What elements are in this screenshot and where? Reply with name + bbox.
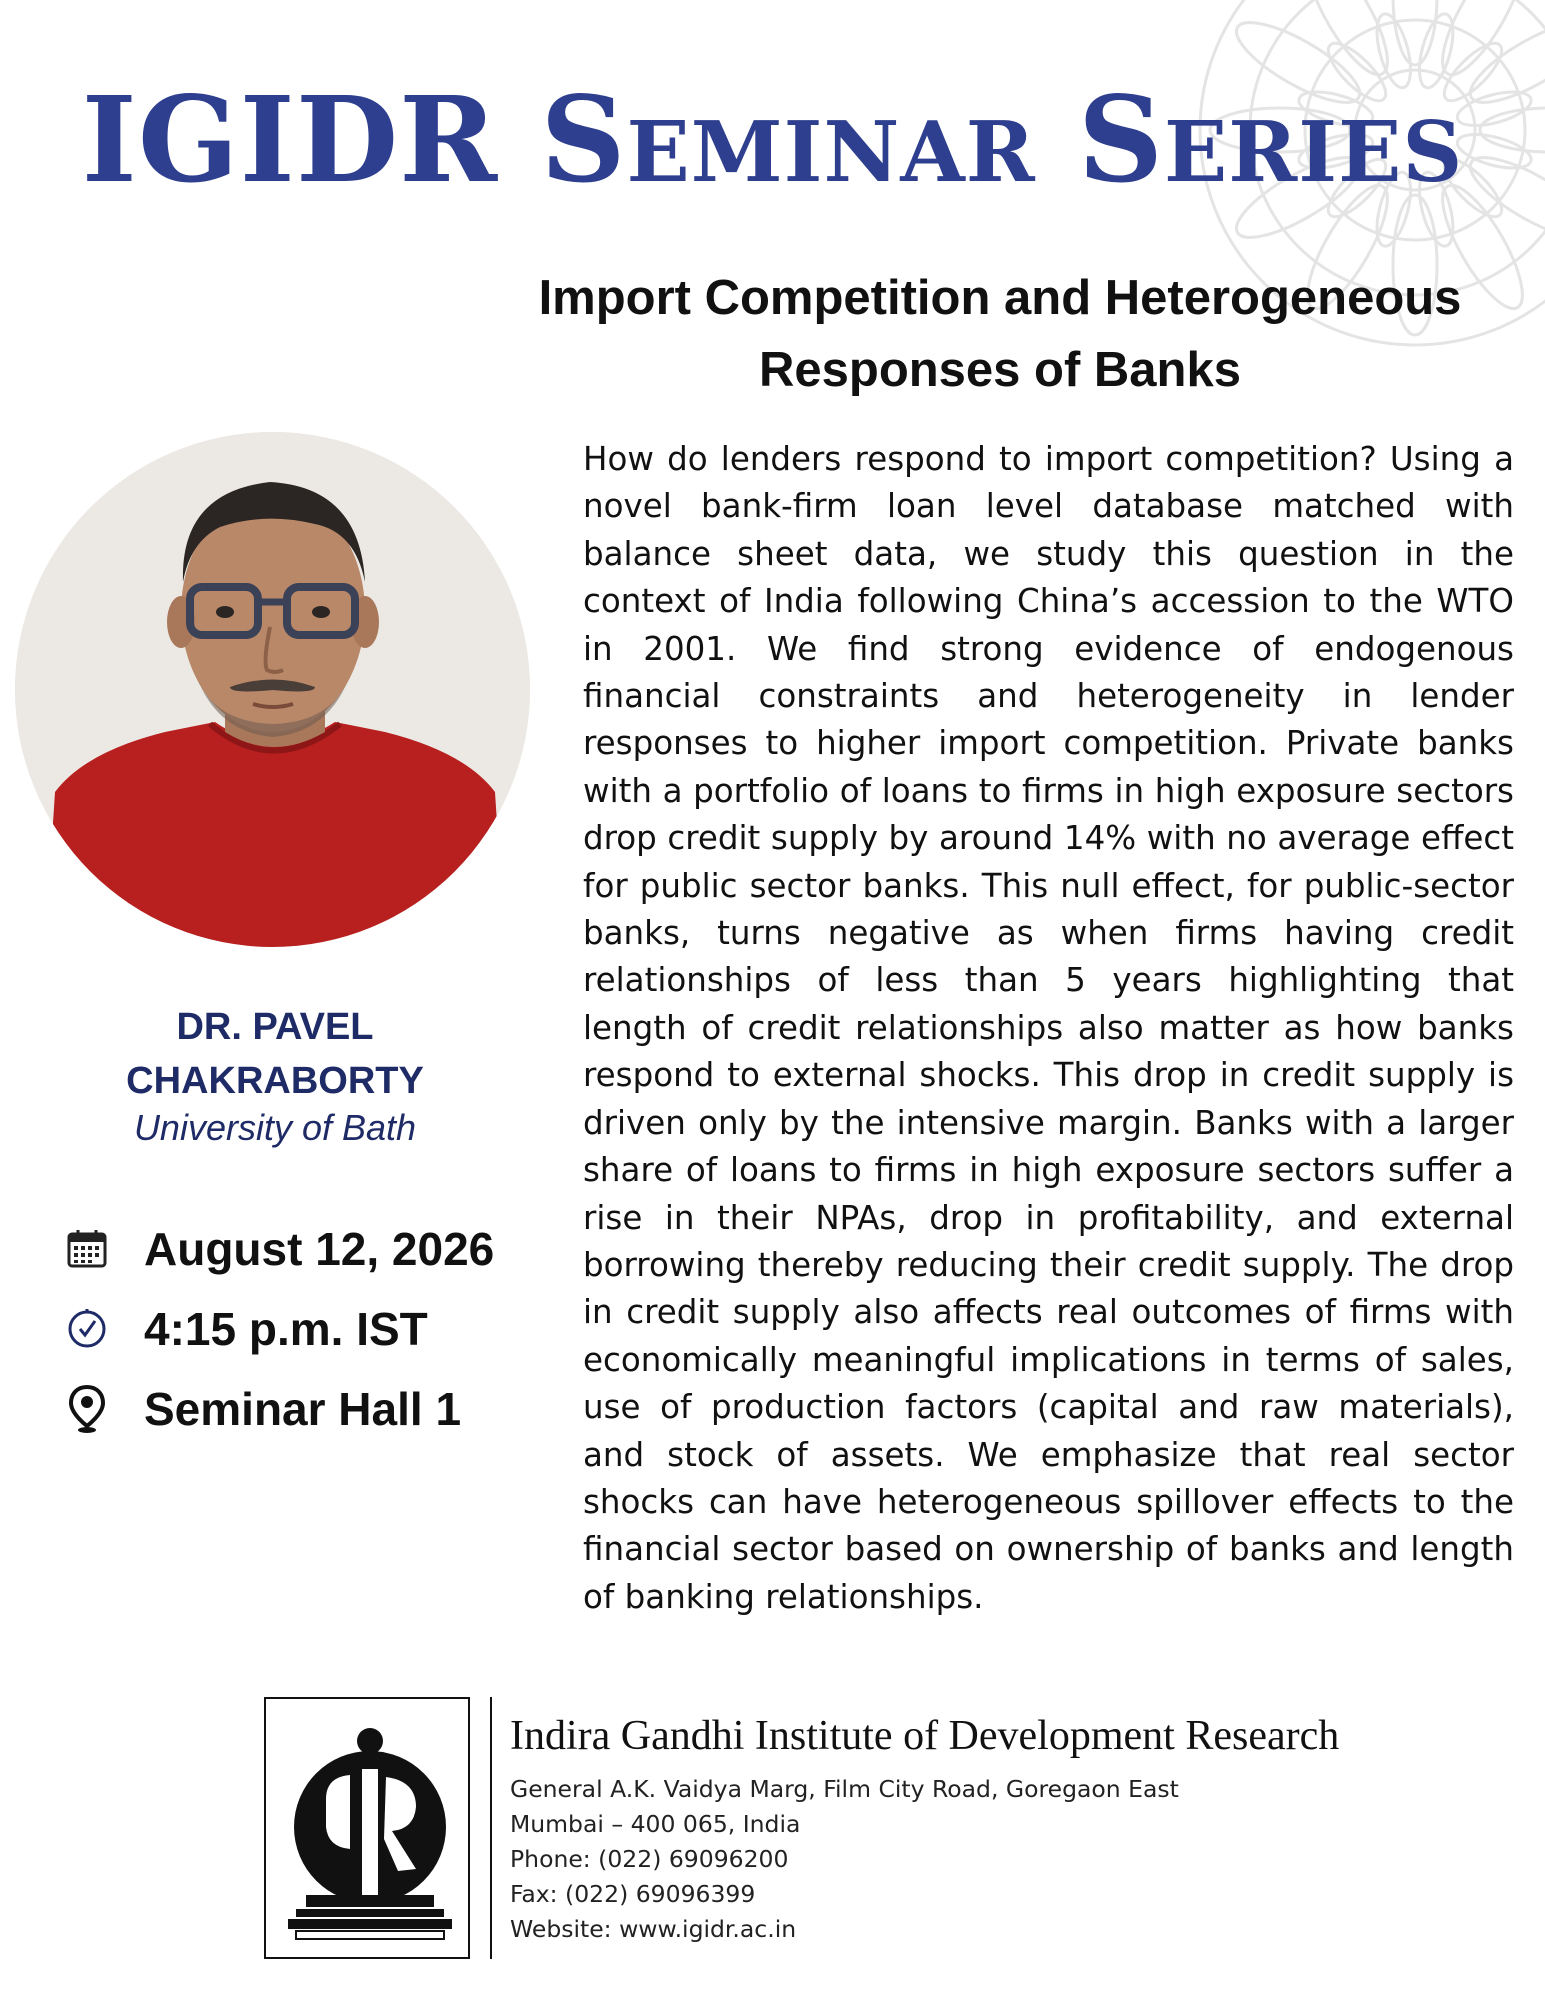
talk-title [480, 262, 1520, 406]
speaker-name-line-2: CHAKRABORTY [126, 1060, 424, 1102]
address-line-1: General A.K. Vaidya Marg, Film City Road, Goregaon East [510, 1775, 1179, 1803]
fax-number: Fax: (022) 69096399 [510, 1880, 756, 1908]
speaker-photo [15, 432, 530, 947]
event-date: August 12, 2026 [144, 1223, 495, 1275]
speaker-name [40, 1000, 510, 1108]
website-link[interactable]: Website: www.igidr.ac.in [510, 1915, 797, 1943]
clock-icon [58, 1300, 116, 1358]
event-date-row [58, 1220, 494, 1278]
speaker-name-line-1: DR. PAVEL [176, 1006, 374, 1048]
footer-divider [490, 1697, 492, 1959]
igidr-logo [264, 1697, 470, 1959]
event-time: 4:15 p.m. IST [144, 1303, 428, 1355]
address-line-2: Mumbai – 400 065, India [510, 1810, 801, 1838]
event-venue: Seminar Hall 1 [144, 1383, 462, 1435]
event-venue-row [58, 1380, 461, 1438]
talk-title-line-1: Import Competition and Heterogeneous [538, 271, 1462, 325]
event-time-row [58, 1300, 428, 1358]
talk-title-line-2: Responses of Banks [759, 343, 1241, 397]
institute-name: Indira Gandhi Institute of Development Research [510, 1713, 1340, 1759]
calendar-icon [58, 1220, 116, 1278]
institute-contact [510, 1772, 1179, 1947]
phone-number: Phone: (022) 69096200 [510, 1845, 789, 1873]
speaker-affiliation: University of Bath [133, 1107, 417, 1148]
location-pin-icon [58, 1380, 116, 1438]
series-title: IGIDR Seminar Series [81, 70, 1464, 209]
talk-abstract: How do lenders respond to import competition? Using a novel bank-firm loan level database matched with balance sheet data, we study this question in the context of India following China’s accession to the WTO in 2001. We find strong evidence of endogenous financial constraints and heterogeneity in lender responses to higher import competition. Private banks with a portfolio of loans to firms in high exposure sectors drop credit supply by around 14% with no average effect for public sector banks. This null effect, for public-sector banks, turns negative as when firms having credit relationships of less than 5 years highlighting that length of credit relationships also matter as how banks respond to external shocks. This drop in credit supply is driven only by the intensive margin. Banks with a larger share of loans to firms in high exposure sectors suffer a rise in their NPAs, drop in profitability, and external borrowing thereby reducing their credit supply. The drop in credit supply also affects real outcomes of firms with economically meaningful implications in terms of sales, use of production factors (capital and raw materials), and stock of assets. We emphasize that real sector shocks can have heterogeneous spillover effects to the financial sector based on ownership of banks and length of banking relationships. [583, 440, 1514, 1616]
speaker-portrait-illustration [15, 432, 530, 947]
